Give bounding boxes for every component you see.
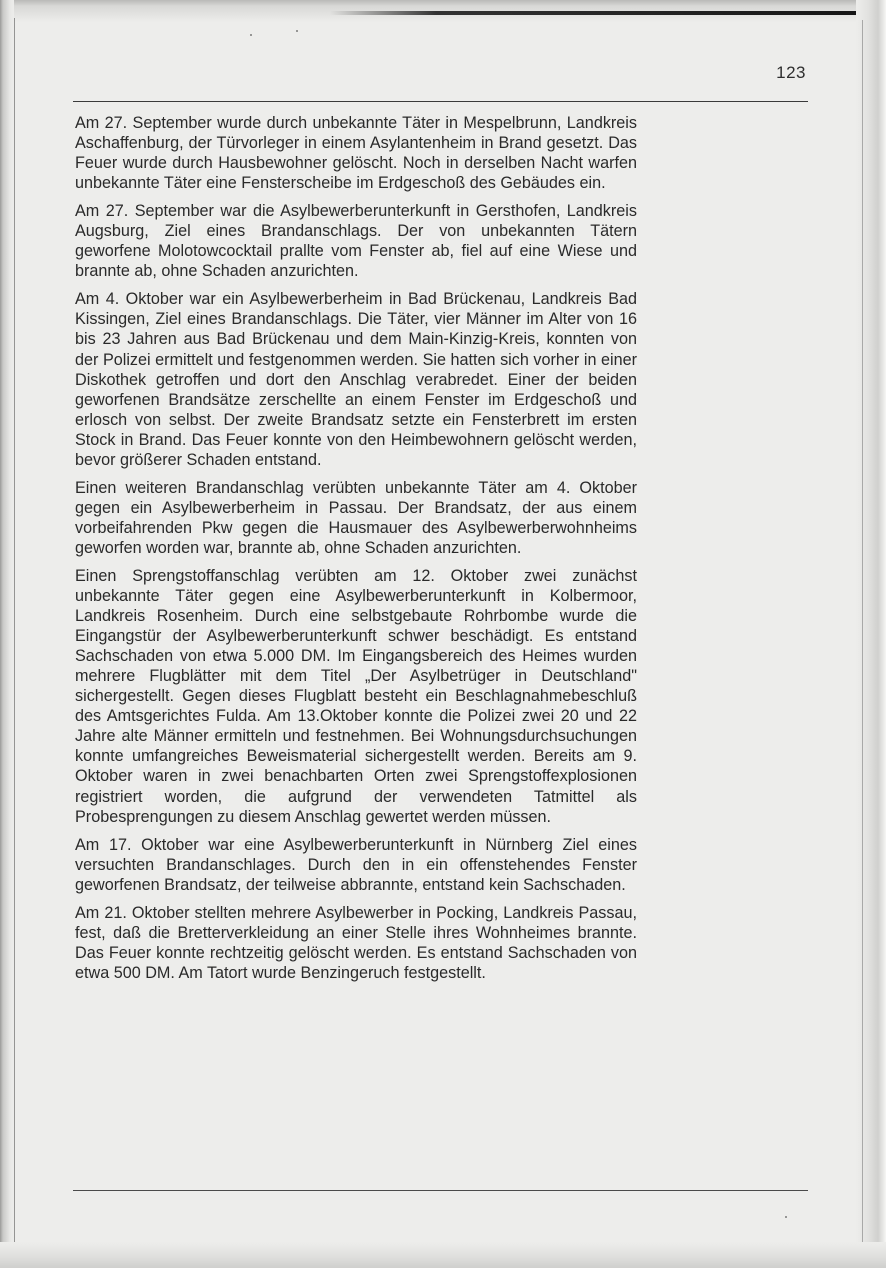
scan-edge-left-line [14,18,15,1248]
scan-speck [296,30,298,32]
scan-edge-right [856,0,886,1268]
paragraph: Am 17. Oktober war eine Asylbewerberunterkunft in Nürnberg Ziel eines versuchten Brandanschlages. Durch den in ein offenstehendes Fenster geworfenen Brandsatz, der teilweise abbrannte, entstand kein Sachschaden. [75,835,637,894]
scan-edge-left [0,0,14,1268]
body-text [75,113,637,991]
page-number: 123 [776,63,806,82]
scan-edge-bottom [0,1242,886,1268]
scan-edge-right-line [862,20,863,1245]
paragraph: Am 4. Oktober war ein Asylbewerberheim in Bad Brückenau, Landkreis Bad Kissingen, Ziel eines Brandanschlags. Die Täter, vier Männer im Alter von 16 bis 23 Jahren aus Bad Brückenau und dem Main-Kinzig-Kreis, konnten von der Polizei ermittelt und festgenommen werden. Sie hatten sich vorher in einer Diskothek getroffen und dort den Anschlag verabredet. Einer der beiden geworfenen Brandsätze zerschellte an einem Fenster im Erdgeschoß und erlosch von selbst. Der zweite Brandsatz setzte ein Fensterbrett im ersten Stock in Brand. Das Feuer konnte von den Heimbewohnern gelöscht werden, bevor größerer Schaden entstand. [75,290,637,469]
footer-rule [73,1190,808,1191]
scan-speck [250,34,252,36]
paragraph: Am 27. September war die Asylbewerberunterkunft in Gersthofen, Landkreis Augsburg, Ziel eines Brandanschlags. Der von unbekannten Tätern geworfene Molotowcocktail prallte vom Fenster ab, fiel auf eine Wiese und brannte ab, ohne Schaden anzurichten. [75,202,637,281]
scan-edge-top-line [330,11,860,15]
paragraph: Am 21. Oktober stellten mehrere Asylbewerber in Pocking, Landkreis Passau, fest, daß die Bretterverkleidung an einer Stelle ihres Wohnheimes brannte. Das Feuer konnte rechtzeitig gelöscht werden. Es entstand Sachschaden von etwa 500 DM. Am Tatort wurde Benzingeruch festgestellt. [75,903,637,982]
scan-speck [785,1216,787,1218]
paragraph: Am 27. September wurde durch unbekannte Täter in Mespelbrunn, Landkreis Aschaffenburg, der Türvorleger in einem Asylantenheim in Brand gesetzt. Das Feuer wurde durch Hausbewohner gelöscht. Noch in derselben Nacht warfen unbekannte Täter eine Fensterscheibe im Erdgeschoß des Gebäudes ein. [75,114,637,193]
header-rule [73,101,808,102]
paragraph: Einen Sprengstoffanschlag verübten am 12. Oktober zwei zunächst unbekannte Täter gegen eine Asylbewerberunterkunft in Kolbermoor, Landkreis Rosenheim. Durch eine selbstgebaute Rohrbombe wurde die Eingangstür der Asylbewerberunterkunft schwer beschädigt. Es entstand Sachschaden von etwa 5.000 DM. Im Eingangsbereich des Heimes wurden mehrere Flugblätter mit dem Titel „Der Asylbetrüger in Deutschland" sichergestellt. Gegen dieses Flugblatt besteht ein Beschlagnahmebeschluß des Amtsgerichtes Fulda. Am 13.Oktober konnte die Polizei zwei 20 und 22 Jahre alte Männer ermitteln und festnehmen. Bei Wohnungsdurchsuchungen konnte umfangreiches Beweismaterial sichergestellt werden. Bereits am 9. Oktober waren in zwei benachbarten Orten zwei Sprengstoffexplosionen registriert worden, die aufgrund der verwendeten Tatmittel als Probesprengungen zu diesem Anschlag gewertet werden müssen. [75,566,637,826]
paragraph: Einen weiteren Brandanschlag verübten unbekannte Täter am 4. Oktober gegen ein Asylbewerberheim in Passau. Der Brandsatz, der aus einem vorbeifahrenden Pkw gegen die Hausmauer des Asylbewerberwohnheims geworfen worden war, brannte ab, ohne Schaden anzurichten. [75,478,637,557]
